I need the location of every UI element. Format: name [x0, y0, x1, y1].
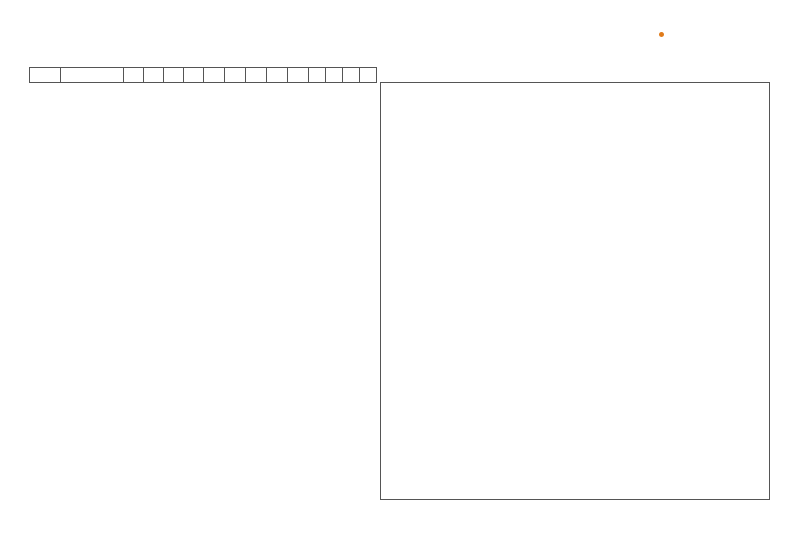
training-log-table — [29, 67, 377, 83]
wunder-training-logo — [652, 35, 762, 71]
header-s6b — [225, 68, 246, 83]
table-header-row — [30, 68, 377, 83]
header-blank-2 — [326, 68, 343, 83]
header-s3c — [204, 68, 225, 83]
header-s8b — [246, 68, 267, 83]
header-r3 — [124, 68, 144, 83]
header-blank-3 — [343, 68, 360, 83]
exercise-grid — [380, 82, 770, 500]
header-r4 — [144, 68, 164, 83]
header-blank-1 — [309, 68, 326, 83]
header-n — [30, 68, 61, 83]
header-s7b — [288, 68, 309, 83]
header-s2 — [184, 68, 204, 83]
header-blank-4 — [360, 68, 377, 83]
header-s4b — [267, 68, 288, 83]
logo-accent-dot — [659, 32, 664, 37]
header-r7 — [164, 68, 184, 83]
header-fecha — [61, 68, 124, 83]
